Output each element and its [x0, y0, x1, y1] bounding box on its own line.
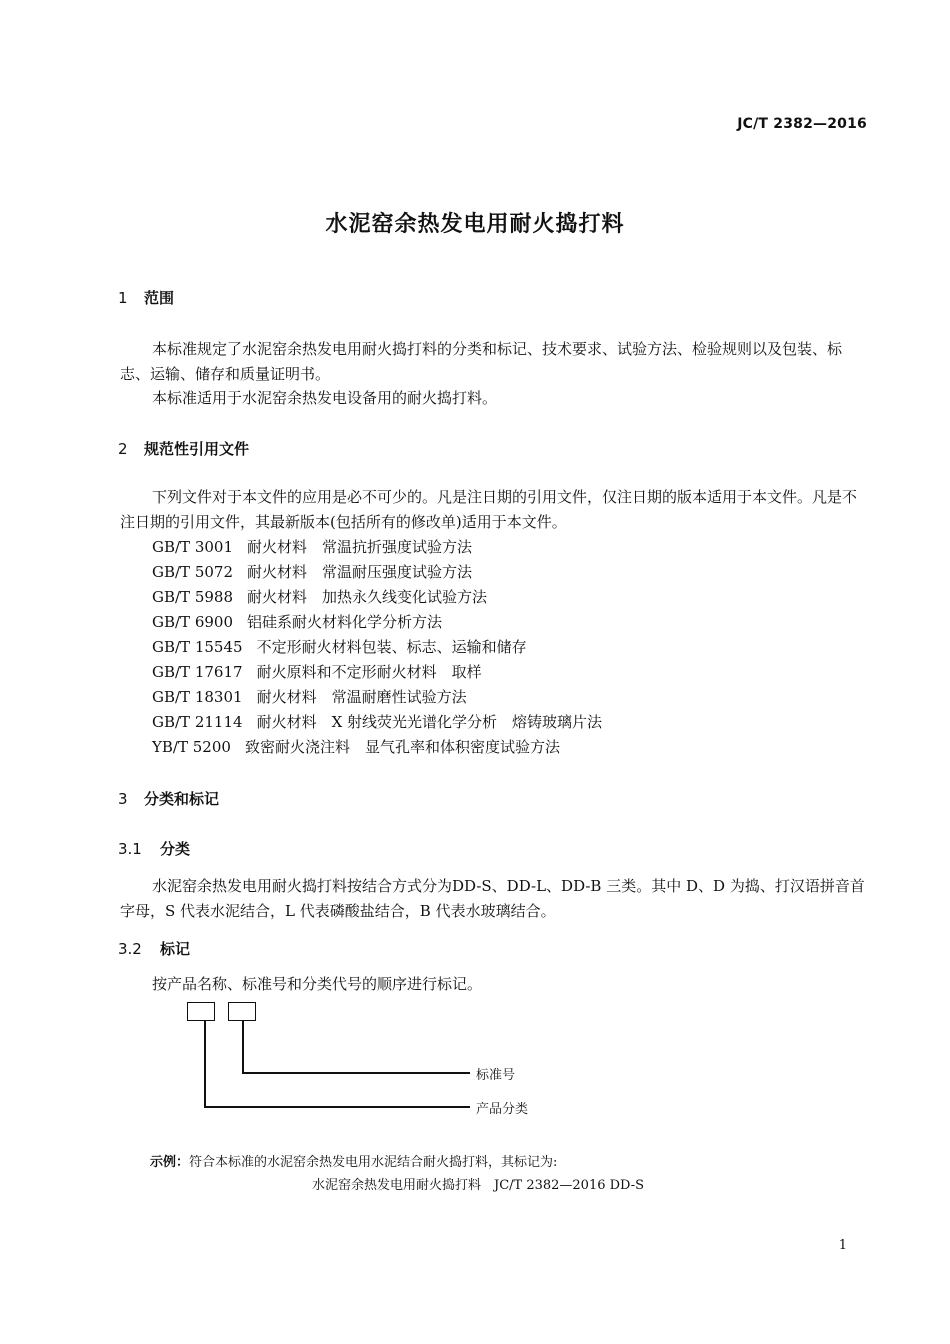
section-3-number: 3 [118, 790, 128, 808]
connector-line [204, 1106, 470, 1108]
reference-title: 耐火材料 常温耐磨性试验方法 [256, 688, 467, 706]
section-3-1-paragraph-text: 水泥窑余热发电用耐火捣打料按结合方式分为DD-S、DD-L、DD-B 三类。其中 D、D 为捣、打汉语拼音首字母，S 代表水泥结合，L 代表磷酸盐结合，B 代表水玻璃结合。 [120, 877, 865, 920]
section-3-1-number: 3.1 [118, 840, 142, 858]
section-3-1-title: 分类 [160, 840, 191, 858]
product-category-label: 产品分类 [476, 1102, 529, 1117]
section-2-heading [118, 438, 249, 459]
document-code: JC/T 2382—2016 [737, 116, 867, 132]
reference-item [152, 660, 482, 685]
reference-title: 耐火材料 常温抗折强度试验方法 [247, 538, 473, 556]
connector-line [242, 1021, 244, 1073]
reference-title: 不定形耐火材料包装、标志、运输和储存 [256, 638, 527, 656]
reference-code: GB/T 15545 [152, 638, 243, 656]
reference-item [152, 585, 487, 610]
page-number: 1 [838, 1238, 847, 1253]
reference-item [152, 535, 472, 560]
section-1-title: 范围 [144, 289, 175, 307]
section-1-heading [118, 287, 174, 308]
reference-item [152, 635, 527, 660]
section-2-intro [120, 485, 868, 535]
example-label: 示例： [150, 1155, 190, 1170]
section-3-2-title: 标记 [160, 940, 191, 958]
example-mark: 水泥窑余热发电用耐火捣打料 JC/T 2382—2016 DD-S [311, 1178, 645, 1193]
example-line [150, 1151, 557, 1170]
reference-title: 耐火材料 加热永久线变化试验方法 [247, 588, 488, 606]
reference-item [152, 685, 467, 710]
reference-code: YB/T 5200 [152, 738, 231, 756]
section-3-2-number: 3.2 [118, 940, 142, 958]
reference-title: 致密耐火浇注料 显气孔率和体积密度试验方法 [244, 738, 560, 756]
section-2-title: 规范性引用文件 [144, 440, 250, 458]
reference-code: GB/T 6900 [152, 613, 234, 631]
section-2-number: 2 [118, 440, 128, 458]
reference-code: GB/T 18301 [152, 688, 243, 706]
document-title: 水泥窑余热发电用耐火捣打料 [325, 212, 625, 237]
reference-item [152, 735, 560, 760]
section-3-2-paragraph: 按产品名称、标准号和分类代号的顺序进行标记。 [152, 975, 483, 993]
standard-number-label: 标准号 [476, 1068, 516, 1083]
reference-title: 铝硅系耐火材料化学分析方法 [247, 613, 443, 631]
section-1-paragraph-1-text: 本标准规定了水泥窑余热发电用耐火捣打料的分类和标记、技术要求、试验方法、检验规则以及包装、标志、运输、储存和质量证明书。 [120, 340, 843, 383]
product-name-box [187, 1002, 215, 1021]
section-3-1-heading [118, 838, 190, 859]
reference-code: GB/T 5072 [152, 563, 234, 581]
reference-title: 耐火原料和不定形耐火材料 取样 [256, 663, 482, 681]
section-3-2-heading [118, 938, 190, 959]
reference-title: 耐火材料 常温耐压强度试验方法 [247, 563, 473, 581]
reference-code: GB/T 21114 [152, 713, 243, 731]
section-3-title: 分类和标记 [144, 790, 220, 808]
section-3-1-paragraph [120, 874, 868, 924]
reference-item [152, 610, 442, 635]
section-3-heading [118, 788, 219, 809]
section-2-intro-text: 下列文件对于本文件的应用是必不可少的。凡是注日期的引用文件，仅注日期的版本适用于本文件。凡是不注日期的引用文件，其最新版本(包括所有的修改单)适用于本文件。 [120, 488, 858, 531]
reference-title: 耐火材料 X 射线荧光光谱化学分析 熔铸玻璃片法 [256, 713, 603, 731]
example-text: 符合本标准的水泥窑余热发电用水泥结合耐火捣打料，其标记为: [189, 1155, 558, 1170]
reference-item [152, 560, 472, 585]
reference-code: GB/T 3001 [152, 538, 234, 556]
section-1-paragraph-2: 本标准适用于水泥窑余热发电设备用的耐火捣打料。 [152, 389, 498, 407]
section-1-paragraph-1 [120, 337, 868, 387]
standard-number-box [228, 1002, 256, 1021]
reference-code: GB/T 17617 [152, 663, 243, 681]
section-1-number: 1 [118, 289, 128, 307]
reference-item [152, 710, 602, 735]
reference-code: GB/T 5988 [152, 588, 234, 606]
connector-line [242, 1072, 470, 1074]
connector-line [204, 1021, 206, 1107]
